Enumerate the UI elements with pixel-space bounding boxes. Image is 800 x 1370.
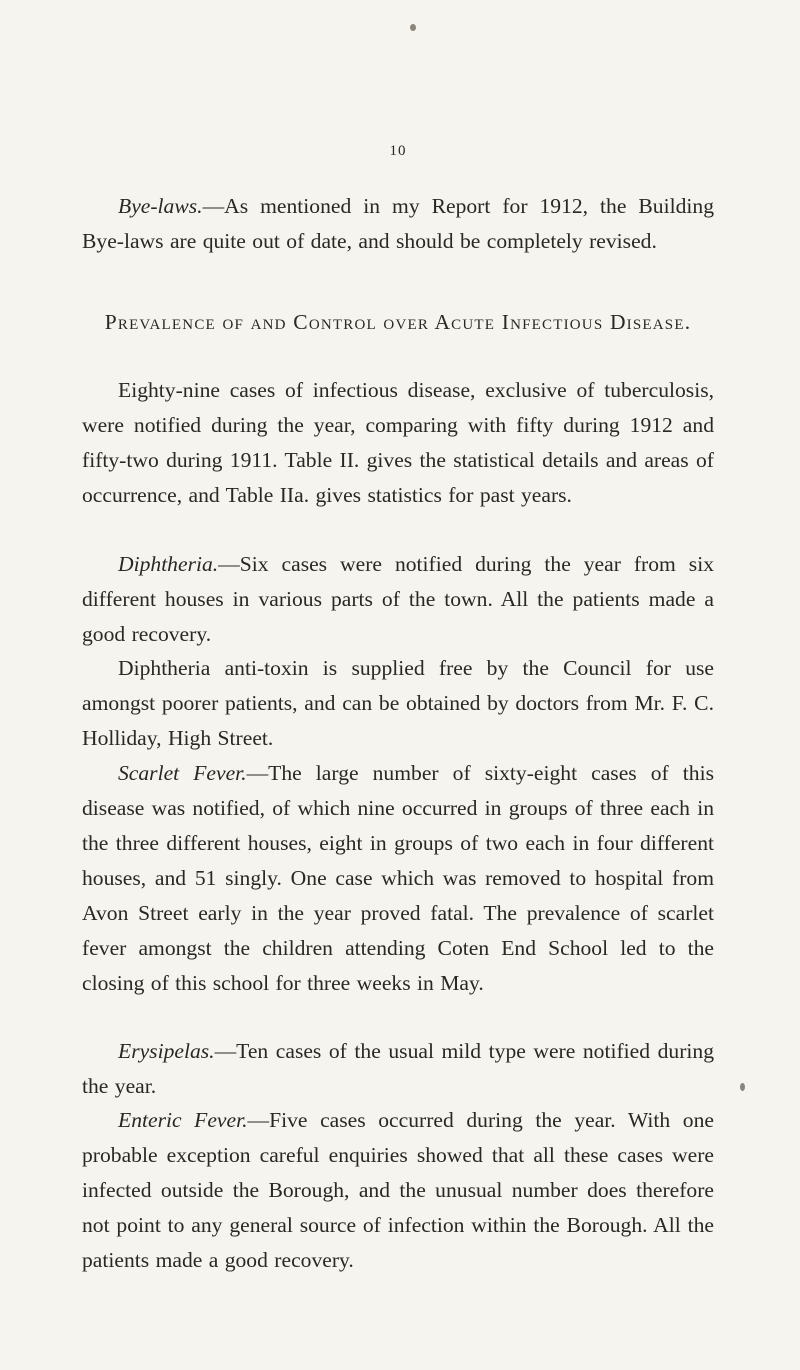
paragraph-erysipelas [82, 1034, 714, 1104]
paragraph-scarlet-fever [82, 756, 714, 1001]
paper-speck [740, 1083, 745, 1091]
paper-speck [410, 24, 416, 31]
paragraph-text: —Six cases were notified during the year from six different houses in various parts of the town. All the patients made a good recovery. [82, 552, 714, 646]
section-lead-erysipelas: Erysipelas. [118, 1039, 215, 1063]
section-lead-enteric-fever: Enteric Fever. [118, 1108, 248, 1132]
page-number: 10 [389, 143, 407, 159]
section-lead-diphtheria: Diphtheria. [118, 552, 219, 576]
document-page [82, 0, 714, 1370]
section-lead-scarlet-fever: Scarlet Fever. [118, 761, 247, 785]
paragraph-diphtheria [82, 547, 714, 652]
paragraph-infectious-intro [82, 373, 714, 513]
paragraph-text: —As mentioned in my Report for 1912, the Building Bye-laws are quite out of date, and should be completely revised. [82, 194, 714, 253]
section-lead-bye-laws: Bye-laws. [118, 194, 203, 218]
paragraph-enteric-fever [82, 1103, 714, 1278]
paragraph-text: Diphtheria anti-toxin is supplied free by the Council for use amongst poorer patients, and can be obtained by doctors from Mr. F. C. Holliday, High Street. [82, 656, 714, 750]
paragraph-text: Eighty-nine cases of infectious disease, exclusive of tuberculosis, were notified during the year, comparing with fifty during 1912 and fifty-two during 1911. Table II. gives the statistical details and areas of occurrence, and Table IIa. gives statistics for past years. [82, 378, 714, 507]
paragraph-text: —Ten cases of the usual mild type were notified during the year. [82, 1039, 714, 1098]
paragraph-text: —Five cases occurred during the year. With one probable exception careful enquiries showed that all these cases were infected outside the Borough, and the unusual number does therefore not point to any general source of infection within the Borough. All the patients made a good recovery. [82, 1108, 714, 1272]
section-heading: Prevalence of and Control over Acute Infectious Disease. [104, 310, 692, 334]
paragraph-text: —The large number of sixty-eight cases of this disease was notified, of which nine occurred in groups of three each in the three different houses, eight in groups of two each in four different houses, and 51 singly. One case which was removed to hospital from Avon Street early in the year proved fatal. The prevalence of scarlet fever amongst the children attending Coten End School led to the closing of this school for three weeks in May. [82, 761, 714, 995]
paragraph-antitoxin [82, 651, 714, 756]
paragraph-bye-laws [82, 189, 714, 259]
